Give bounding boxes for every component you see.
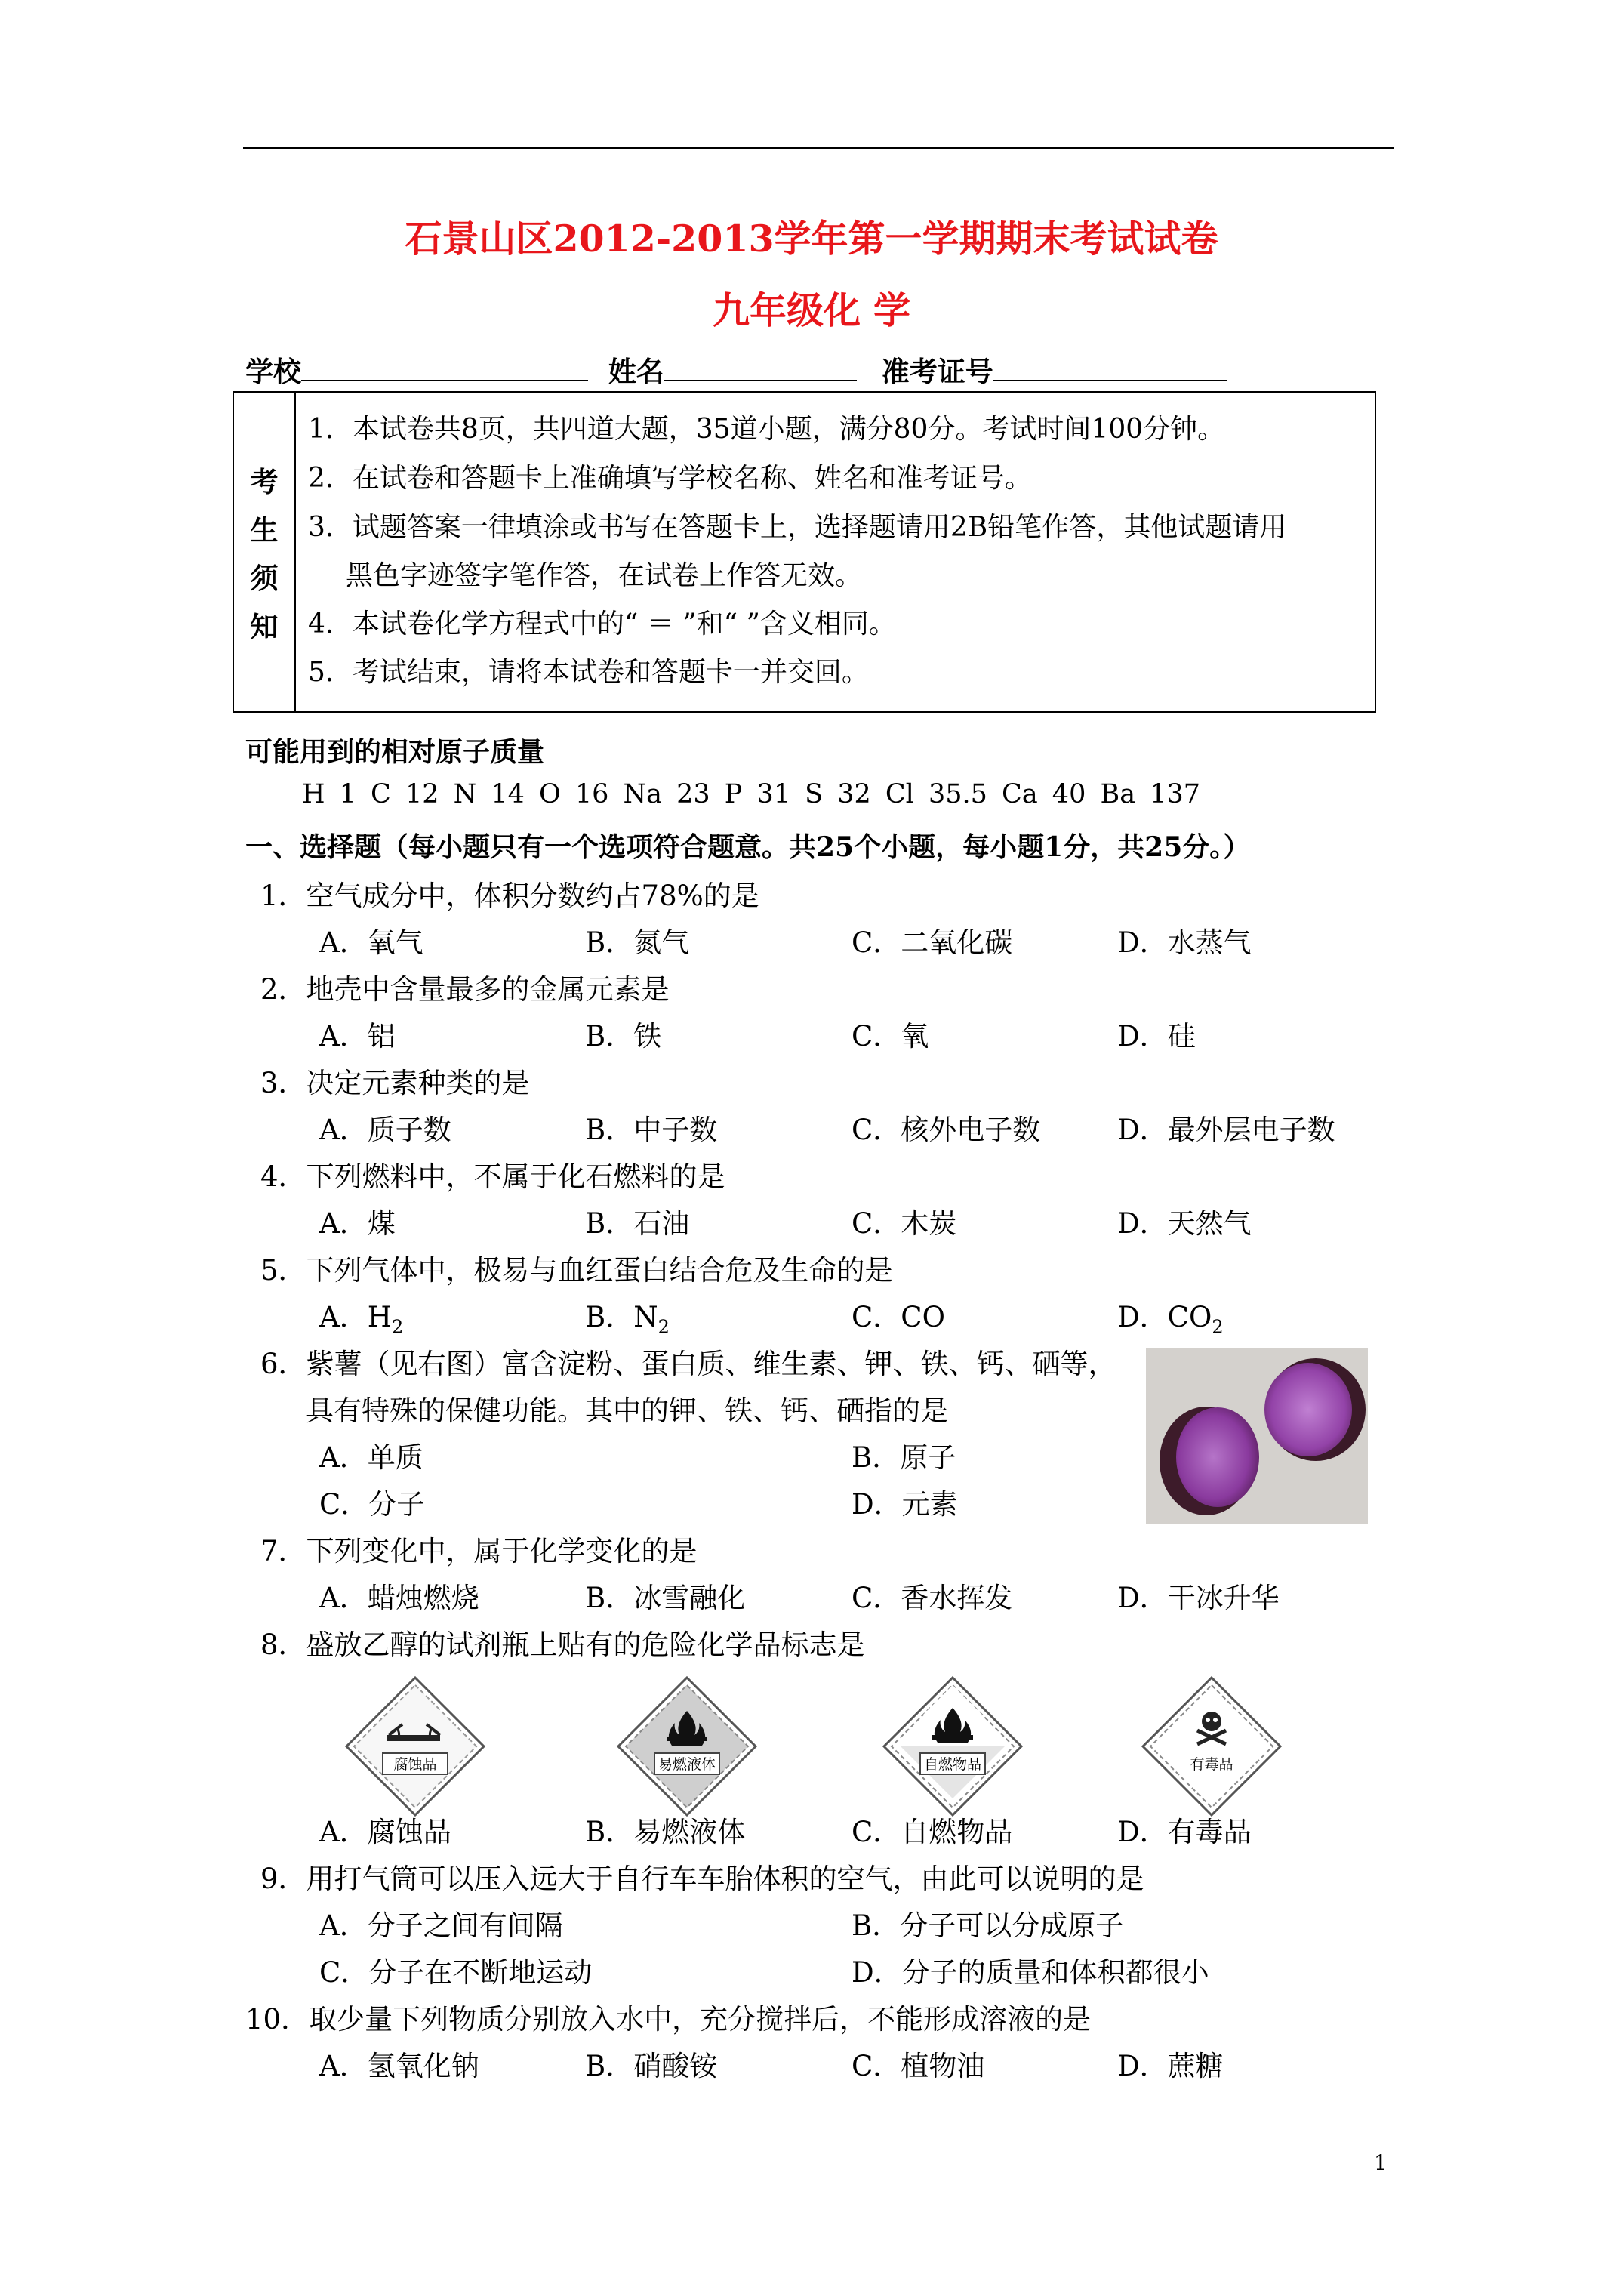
header-rule xyxy=(243,147,1394,149)
option-b: B．冰雪融化 xyxy=(585,1582,746,1614)
atomic-mass-values: H 1 C 12 N 14 O 16 Na 23 P 31 S 32 Cl 35.5 Ca 40 Ba 137 xyxy=(302,779,1200,809)
option-a: A．腐蚀品 xyxy=(319,1816,451,1848)
option-d: D．蔗糖 xyxy=(1117,2050,1224,2082)
option-c: C．自燃物品 xyxy=(852,1816,1013,1848)
option-b: B．$N_2$ xyxy=(585,1301,670,1338)
sign-label: 腐蚀品 xyxy=(393,1756,437,1773)
option-d: D．最外层电子数 xyxy=(1117,1114,1335,1146)
option-c: C．二氧化碳 xyxy=(852,926,1013,959)
name-label: 姓名 xyxy=(608,355,664,388)
toxic-sign xyxy=(1140,1675,1283,1818)
option-d: D．元素 xyxy=(852,1488,958,1521)
option-a: A．质子数 xyxy=(319,1114,451,1146)
student-info-line xyxy=(245,349,1227,390)
question-stem-continued: 具有特殊的保健功能。其中的钾、铁、钙、硒指的是 xyxy=(306,1395,948,1427)
sign-label: 自燃物品 xyxy=(923,1756,982,1773)
purple-sweet-potato-photo xyxy=(1146,1348,1368,1524)
option-d: D．硅 xyxy=(1117,1020,1196,1052)
notice-item: 黑色字迹签字笔作答，在试卷上作答无效。 xyxy=(346,560,863,591)
notice-side-char: 须 xyxy=(250,562,279,595)
section-heading: 一、选择题（每小题只有一个选项符合题意。共25个小题，每小题1分，共25分。） xyxy=(245,831,1251,863)
option-c: C．氧 xyxy=(852,1020,929,1052)
option-a: A．氧气 xyxy=(319,926,423,959)
sign-label: 易燃液体 xyxy=(658,1756,716,1773)
question-stem: 3．决定元素种类的是 xyxy=(260,1067,530,1099)
option-a: A．单质 xyxy=(319,1441,423,1474)
option-b: B．原子 xyxy=(852,1441,956,1474)
option-d: D．干冰升华 xyxy=(1117,1582,1280,1614)
notice-item: 2．在试卷和答题卡上准确填写学校名称、姓名和准考证号。 xyxy=(308,463,1032,494)
option-d: D．$CO_2$ xyxy=(1117,1301,1224,1338)
option-c: C．木炭 xyxy=(852,1207,957,1240)
spontaneously-combustible-sign xyxy=(881,1675,1024,1818)
option-a: A．$H_2$ xyxy=(319,1301,404,1338)
option-b: B．氮气 xyxy=(585,926,690,959)
option-b: B．中子数 xyxy=(585,1114,718,1146)
option-d: D．水蒸气 xyxy=(1117,926,1252,959)
exam-id-label: 准考证号 xyxy=(881,355,993,388)
corrosive-sign xyxy=(343,1675,487,1818)
question-stem: 4．下列燃料中，不属于化石燃料的是 xyxy=(260,1160,725,1193)
page-number: 1 xyxy=(1374,2150,1387,2175)
flammable-liquid-sign xyxy=(615,1675,759,1818)
atomic-mass-heading: 可能用到的相对原子质量 xyxy=(245,736,545,768)
notice-item: 1．本试卷共8页，共四道大题，35道小题，满分80分。考试时间100分钟。 xyxy=(308,414,1225,445)
notice-side-char: 生 xyxy=(250,513,279,547)
option-d: D．分子的质量和体积都很小 xyxy=(852,1956,1209,1989)
question-stem: 8．盛放乙醇的试剂瓶上贴有的危险化学品标志是 xyxy=(260,1629,865,1661)
notice-item: 5．考试结束，请将本试卷和答题卡一并交回。 xyxy=(308,657,869,688)
notice-side-char: 考 xyxy=(250,465,279,498)
option-c: C．CO xyxy=(852,1301,945,1333)
notice-side xyxy=(234,393,296,711)
option-a: A．分子之间有间隔 xyxy=(319,1909,563,1942)
exam-title: 石景山区2012-2013学年第一学期期末考试试卷 xyxy=(405,217,1218,260)
option-b: B．硝酸铵 xyxy=(585,2050,718,2082)
question-stem: 7．下列变化中，属于化学变化的是 xyxy=(260,1535,698,1567)
exam-subtitle: 九年级化 学 xyxy=(712,288,911,332)
option-b: B．分子可以分成原子 xyxy=(852,1909,1124,1942)
question-stem: 5．下列气体中，极易与血红蛋白结合危及生命的是 xyxy=(260,1254,893,1287)
option-d: D．天然气 xyxy=(1117,1207,1252,1240)
question-stem: 10．取少量下列物质分别放入水中，充分搅拌后，不能形成溶液的是 xyxy=(245,2003,1092,2036)
option-b: B．石油 xyxy=(585,1207,690,1240)
option-a: A．煤 xyxy=(319,1207,396,1240)
option-a: A．氢氧化钠 xyxy=(319,2050,479,2082)
sign-label: 有毒品 xyxy=(1190,1756,1233,1773)
option-c: C．分子 xyxy=(319,1488,425,1521)
option-d: D．有毒品 xyxy=(1117,1816,1252,1848)
question-stem: 6．紫薯（见右图）富含淀粉、蛋白质、维生素、钾、铁、钙、硒等， xyxy=(260,1348,1116,1380)
notice-item: 3．试题答案一律填涂或书写在答题卡上，选择题请用2B铅笔作答，其他试题请用 xyxy=(308,512,1287,543)
option-c: C．核外电子数 xyxy=(852,1114,1041,1146)
question-stem: 9．用打气筒可以压入远大于自行车车胎体积的空气，由此可以说明的是 xyxy=(260,1863,1144,1895)
option-a: A．铝 xyxy=(319,1020,396,1052)
question-stem: 2．地壳中含量最多的金属元素是 xyxy=(260,973,670,1006)
notice-item: 4．本试卷化学方程式中的“ ＝ ”和“ ”含义相同。 xyxy=(308,609,896,639)
option-c: C．香水挥发 xyxy=(852,1582,1013,1614)
option-b: B．易燃液体 xyxy=(585,1816,746,1848)
notice-box xyxy=(233,391,1376,713)
school-field[interactable] xyxy=(301,353,588,381)
option-c: C．分子在不断地运动 xyxy=(319,1956,593,1989)
option-c: C．植物油 xyxy=(852,2050,985,2082)
school-label: 学校 xyxy=(245,355,301,388)
notice-side-char: 知 xyxy=(250,610,279,643)
option-b: B．铁 xyxy=(585,1020,662,1052)
name-field[interactable] xyxy=(664,353,857,381)
question-stem: 1．空气成分中，体积分数约占78%的是 xyxy=(260,880,759,912)
exam-id-field[interactable] xyxy=(993,353,1227,381)
option-a: A．蜡烛燃烧 xyxy=(319,1582,479,1614)
